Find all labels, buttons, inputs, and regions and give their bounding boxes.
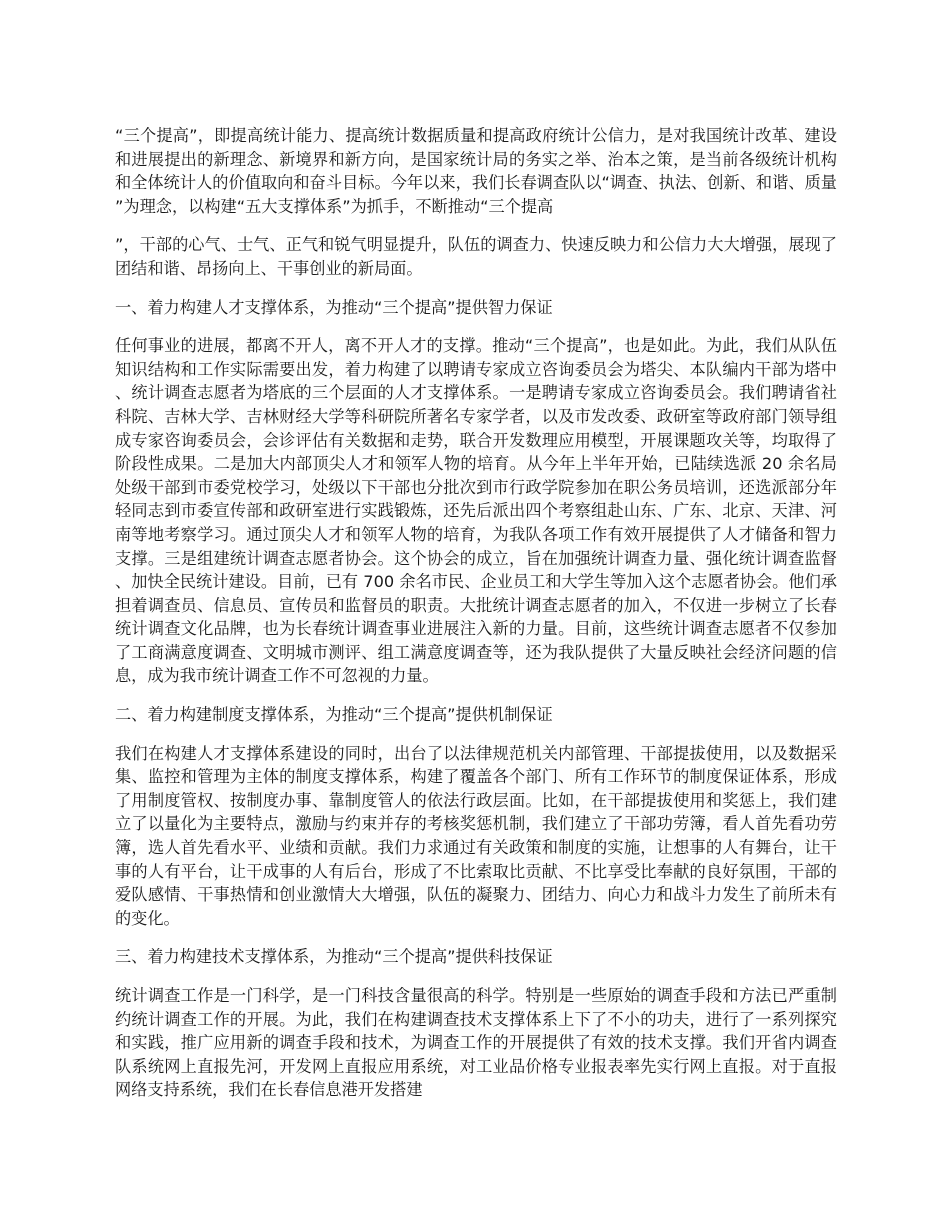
paragraph-technology: 统计调查工作是一门科学，是一门科技含量很高的科学。特别是一些原始的调查手段和方法已严重制约统计调查工作的开展。为此，我们在构建调查技术支撑体系上下了不小的功夫，进行了一系列探究和实践，推广应用新的调查手段和技术，为调查工作的开展提供了有效的技术支撑。我们开省内调查队系统网上直报先河，开发网上直报应用系统，对工业品价格专业报表率先实行网上直报。对于直报网络支持系统，我们在长春信息港开发搭建 [115, 986, 837, 1100]
document-page [115, 124, 837, 1102]
paragraph-intro-continued: ”，干部的心气、士气、正气和锐气明显提升，队伍的调查力、快速反映力和公信力大大增强，展现了团结和谐、昂扬向上、干事创业的新局面。 [115, 235, 837, 278]
paragraph-intro: “三个提高”，即提高统计能力、提高统计数据质量和提高政府统计公信力，是对我国统计改革、建设和进展提出的新理念、新境界和新方向，是国家统计局的务实之举、治本之策，是当前各级统计机构和全体统计人的价值取向和奋斗目标。今年以来，我们长春调查队以“调查、执法、创新、和谐、质量”为理念，以构建“五大支撑体系”为抓手，不断推动“三个提高 [115, 126, 837, 216]
section-heading-talent: 一、着力构建人才支撑体系，为推动“三个提高”提供智力保证 [115, 297, 553, 317]
section-heading-system: 二、着力构建制度支撑体系，为推动“三个提高”提供机制保证 [115, 705, 553, 725]
section-heading-technology: 三、着力构建技术支撑体系，为推动“三个提高”提供科技保证 [115, 947, 553, 967]
paragraph-system: 我们在构建人才支撑体系建设的同时，出台了以法律规范机关内部管理、干部提拔使用，以及数据采集、监控和管理为主体的制度支撑体系，构建了覆盖各个部门、所有工作环节的制度保证体系，形成了用制度管权、按制度办事、靠制度管人的依法行政层面。比如，在干部提拔使用和奖惩上，我们建立了以量化为主要特点，激励与约束并存的考核奖惩机制，我们建立了干部功劳簿，看人首先看功劳簿，选人首先看水平、业绩和贡献。我们力求通过有关政策和制度的实施，让想事的人有舞台，让干事的人有平台，让干成事的人有后台，形成了不比索取比贡献、不比享受比奉献的良好氛围，干部的爱队感情、干事热情和创业激情大大增强，队伍的凝聚力、团结力、向心力和战斗力发生了前所未有的变化。 [115, 743, 837, 928]
paragraph-talent: 任何事业的进展，都离不开人，离不开人才的支撑。推动“三个提高”，也是如此。为此，我们从队伍知识结构和工作实际需要出发，着力构建了以聘请专家成立咨询委员会为塔尖、本队编内干部为塔中、统计调查志愿者为塔底的三个层面的人才支撑体系。一是聘请专家成立咨询委员会。我们聘请省社科院、吉林大学、吉林财经大学等科研院所著名专家学者，以及市发改委、政研室等政府部门领导组成专家咨询委员会，会诊评估有关数据和走势，联合开发数理应用模型，开展课题攻关等，均取得了阶段性成果。二是加大内部顶尖人才和领军人物的培育。从今年上半年开始，已陆续选派 20 余名局处级干部到市委党校学习，处级以下干部也分批次到市行政学院参加在职公务员培训，还选派部分年轻同志到市委宣传部和政研室进行实践锻炼，还先后派出四个考察组赴山东、广东、北京、天津、河南等地考察学习。通过顶尖人才和领军人物的培育，为我队各项工作有效开展提供了人才储备和智力支撑。三是组建统计调查志愿者协会。这个协会的成立，旨在加强统计调查力量、强化统计调查监督、加快全民统计建设。目前，已有 700 余名市民、企业员工和大学生等加入这个志愿者协会。他们承担着调查员、信息员、宣传员和监督员的职责。大批统计调查志愿者的加入，不仅进一步树立了长春统计调查文化品牌，也为长春统计调查事业进展注入新的力量。目前，这些统计调查志愿者不仅参加了工商满意度调查、文明城市测评、组工满意度调查等，还为我队提供了大量反映社会经济问题的信息，成为我市统计调查工作不可忽视的力量。 [115, 336, 837, 686]
